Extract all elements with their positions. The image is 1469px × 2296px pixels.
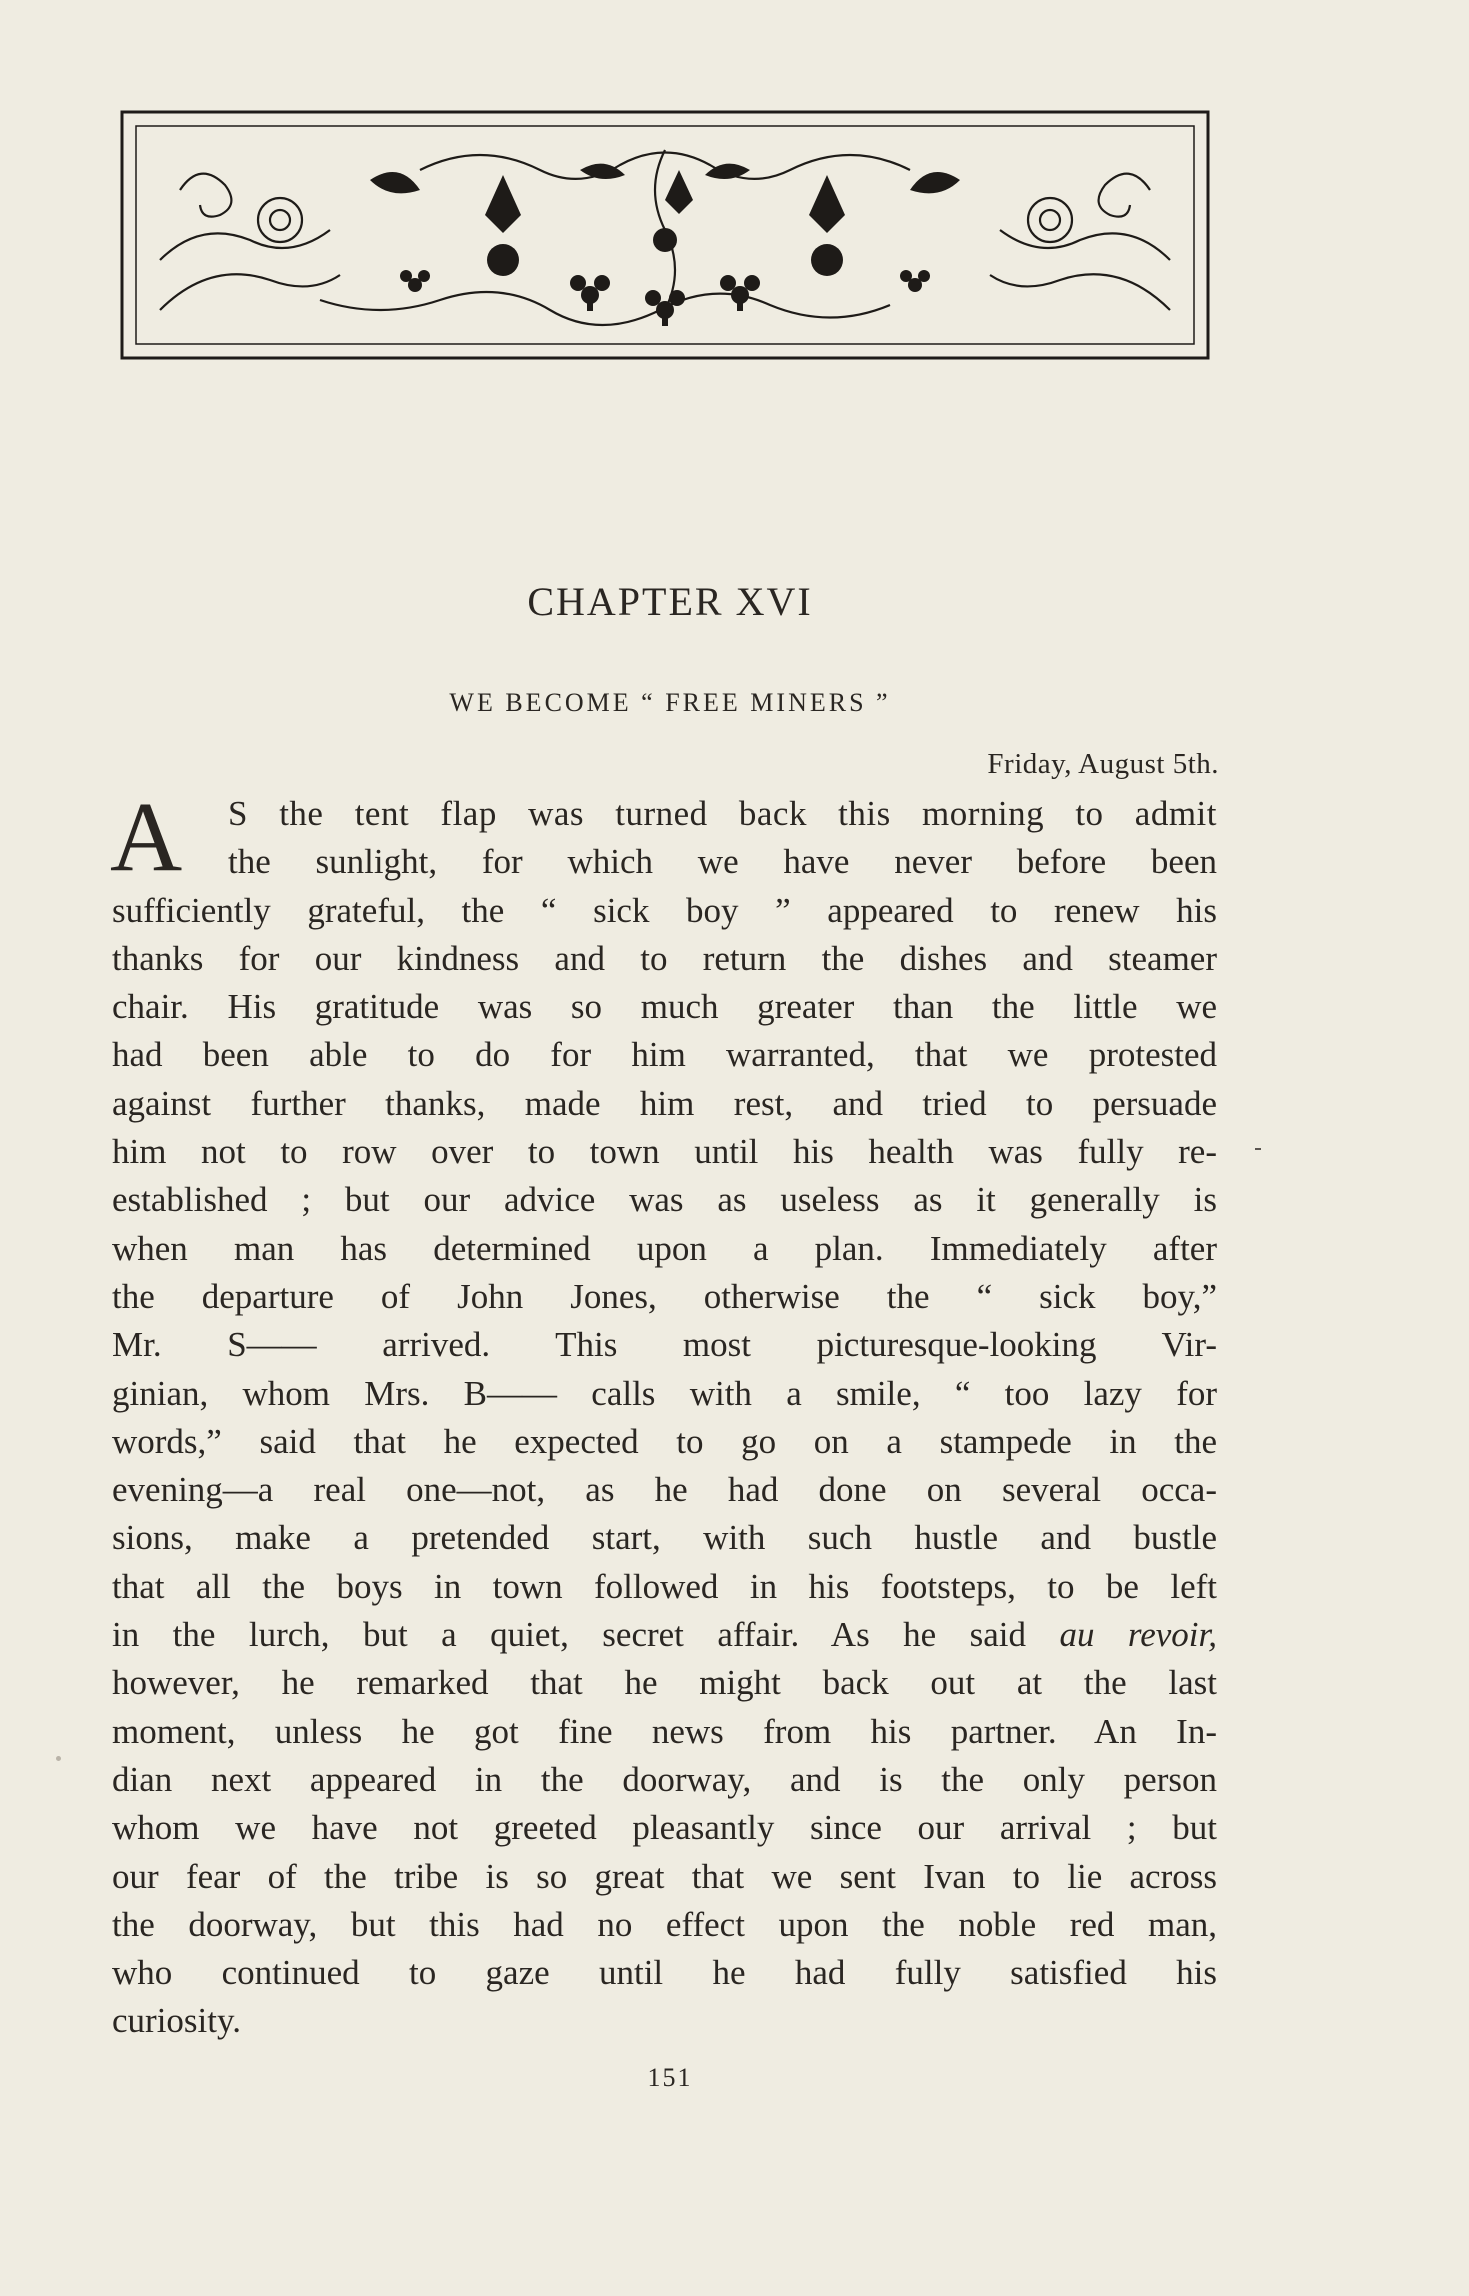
text-line: the departure of John Jones, otherwise the “ sick boy,”: [112, 1276, 1217, 1316]
drop-cap: A: [110, 781, 183, 892]
text-line: moment, unless he got fine news from his partner. An In-: [112, 1711, 1217, 1751]
text-line: words,” said that he expected to go on a stampede in the: [112, 1421, 1217, 1461]
text-line: S the tent flap was turned back this morning to admit: [228, 794, 1217, 833]
italic-phrase: au revoir,: [1059, 1615, 1218, 1655]
text-line: him not to row over to town until his health was fully re-: [112, 1132, 1217, 1172]
margin-mark: [1255, 1148, 1261, 1150]
margin-dot: [56, 1756, 61, 1761]
text-line: whom we have not greeted pleasantly since our arrival ; but: [112, 1808, 1217, 1848]
text-line: our fear of the tribe is so great that we sent Ivan to lie across: [112, 1856, 1217, 1896]
text-line: that all the boys in town followed in his footsteps, to be left: [112, 1566, 1217, 1606]
entry-date: Friday, August 5th.: [987, 748, 1219, 780]
text-line: curiosity.: [112, 2001, 241, 2041]
ornamental-header-icon: [120, 110, 1210, 360]
text-line: thanks for our kindness and to return the dishes and steamer: [112, 938, 1217, 978]
text-line: sions, make a pretended start, with such hustle and bustle: [112, 1518, 1217, 1558]
text-line: established ; but our advice was as useless as it generally is: [112, 1180, 1217, 1220]
text-line: when man has determined upon a plan. Immediately after: [112, 1228, 1217, 1268]
text-line: evening—a real one—not, as he had done on several occa-: [112, 1470, 1217, 1510]
text-line: however, he remarked that he might back out at the last: [112, 1663, 1217, 1703]
text-line: ginian, whom Mrs. B—— calls with a smile, “ too lazy for: [112, 1373, 1217, 1413]
text-line: the doorway, but this had no effect upon the noble red man,: [112, 1904, 1217, 1944]
text-line: who continued to gaze until he had fully satisfied his: [112, 1953, 1217, 1993]
text-line: Mr. S—— arrived. This most picturesque-looking Vir-: [112, 1325, 1217, 1365]
page-number: 151: [647, 2063, 693, 2092]
text-line: the sunlight, for which we have never before been: [228, 842, 1217, 882]
chapter-title: CHAPTER XVI: [527, 579, 813, 624]
text-line: in the lurch, but a quiet, secret affair. As he said au revoir,: [112, 1615, 1218, 1655]
body-paragraph: [110, 781, 1218, 2046]
chapter-subtitle: WE BECOME “ FREE MINERS ”: [449, 688, 891, 717]
text-line: chair. His gratitude was so much greater than the little we: [112, 987, 1217, 1027]
text-line: against further thanks, made him rest, and tried to persuade: [112, 1083, 1217, 1123]
text-line: had been able to do for him warranted, that we protested: [112, 1035, 1217, 1075]
text-line: sufficiently grateful, the “ sick boy ” appeared to renew his: [112, 890, 1217, 930]
text-line: dian next appeared in the doorway, and is the only person: [112, 1759, 1217, 1799]
